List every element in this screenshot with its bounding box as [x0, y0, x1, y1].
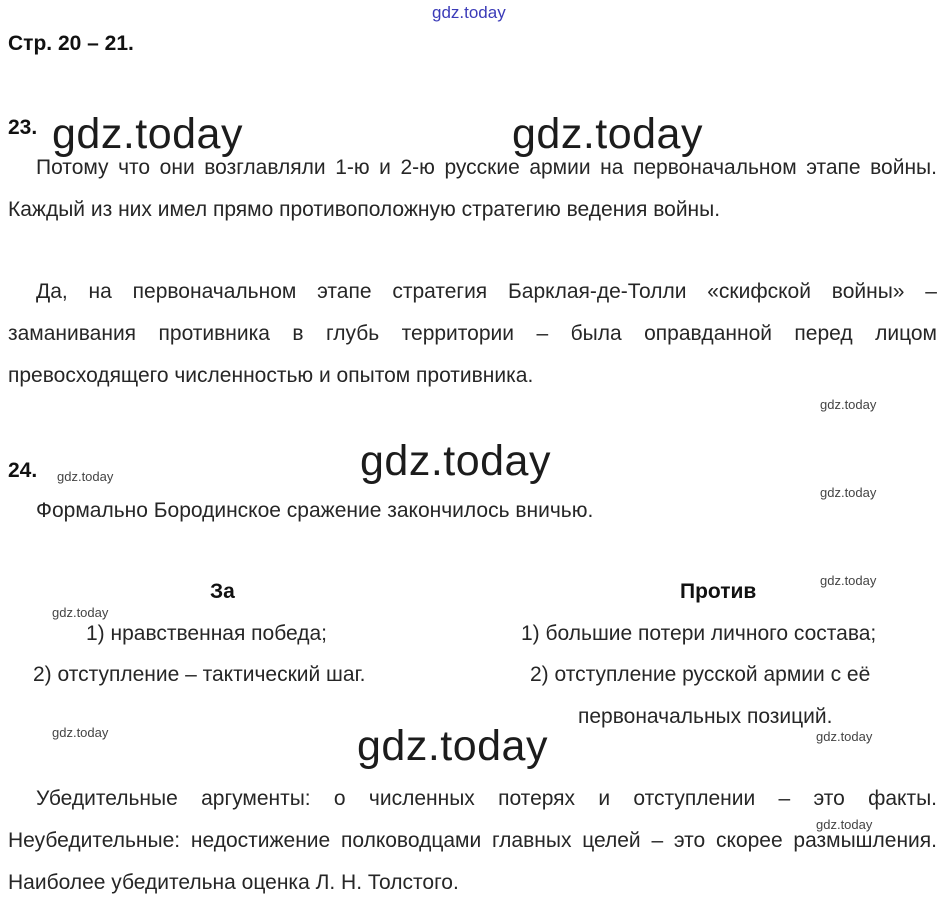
- against-item: первоначальных позиций.: [578, 705, 833, 728]
- watermark-small: gdz.today: [820, 573, 877, 588]
- answer-24-text-1: Формально Бородинское сражение закончилось вничью.: [36, 499, 594, 522]
- answer-23-paragraph-2: [8, 271, 937, 397]
- answer-23-paragraph-1: [8, 147, 937, 231]
- watermark-small: gdz.today: [57, 469, 114, 484]
- watermark-small: gdz.today: [52, 725, 109, 740]
- watermark-small: gdz.today: [820, 397, 877, 412]
- watermark-small: gdz.today: [816, 729, 873, 744]
- against-item: 1) большие потери личного состава;: [521, 622, 877, 645]
- watermark-big: gdz.today: [360, 437, 551, 485]
- watermark-small: gdz.today: [820, 485, 877, 500]
- against-column-heading: Против: [680, 580, 757, 603]
- for-column-heading: За: [210, 580, 235, 603]
- answer-24-text-2: Убедительные аргументы: о численных потерях и отступлении – это факты. Неубедительные: недостижение полководцами главных целей – это скорее размышления. Наиболее убедительна оценка Л. Н. Толстого.: [8, 787, 937, 894]
- answer-23-text-2: Да, на первоначальном этапе стратегия Барклая-де-Толли «скифской войны» – заманивания противника в глубь территории – была оправданной перед лицом превосходящего численностью и опытом противника.: [8, 280, 937, 387]
- against-item: 2) отступление русской армии с её: [530, 663, 871, 686]
- watermark-big: gdz.today: [512, 110, 703, 158]
- watermark-big: gdz.today: [357, 722, 548, 770]
- watermark-small: gdz.today: [52, 605, 109, 620]
- question-number-24: 24.: [8, 459, 38, 482]
- watermark-small: gdz.today: [816, 817, 873, 832]
- for-item: 1) нравственная победа;: [86, 622, 328, 645]
- watermark-big: gdz.today: [52, 110, 243, 158]
- page-reference: Стр. 20 – 21.: [8, 32, 134, 55]
- question-number-23: 23.: [8, 116, 38, 139]
- watermark-top: gdz.today: [432, 3, 506, 22]
- answer-23-text-1: Потому что они возглавляли 1-ю и 2-ю русские армии на первоначальном этапе войны. Каждый из них имел прямо противоположную стратегию ведения войны.: [8, 156, 937, 221]
- for-item: 2) отступление – тактический шаг.: [33, 663, 366, 686]
- answer-24-paragraph-2: [8, 778, 937, 904]
